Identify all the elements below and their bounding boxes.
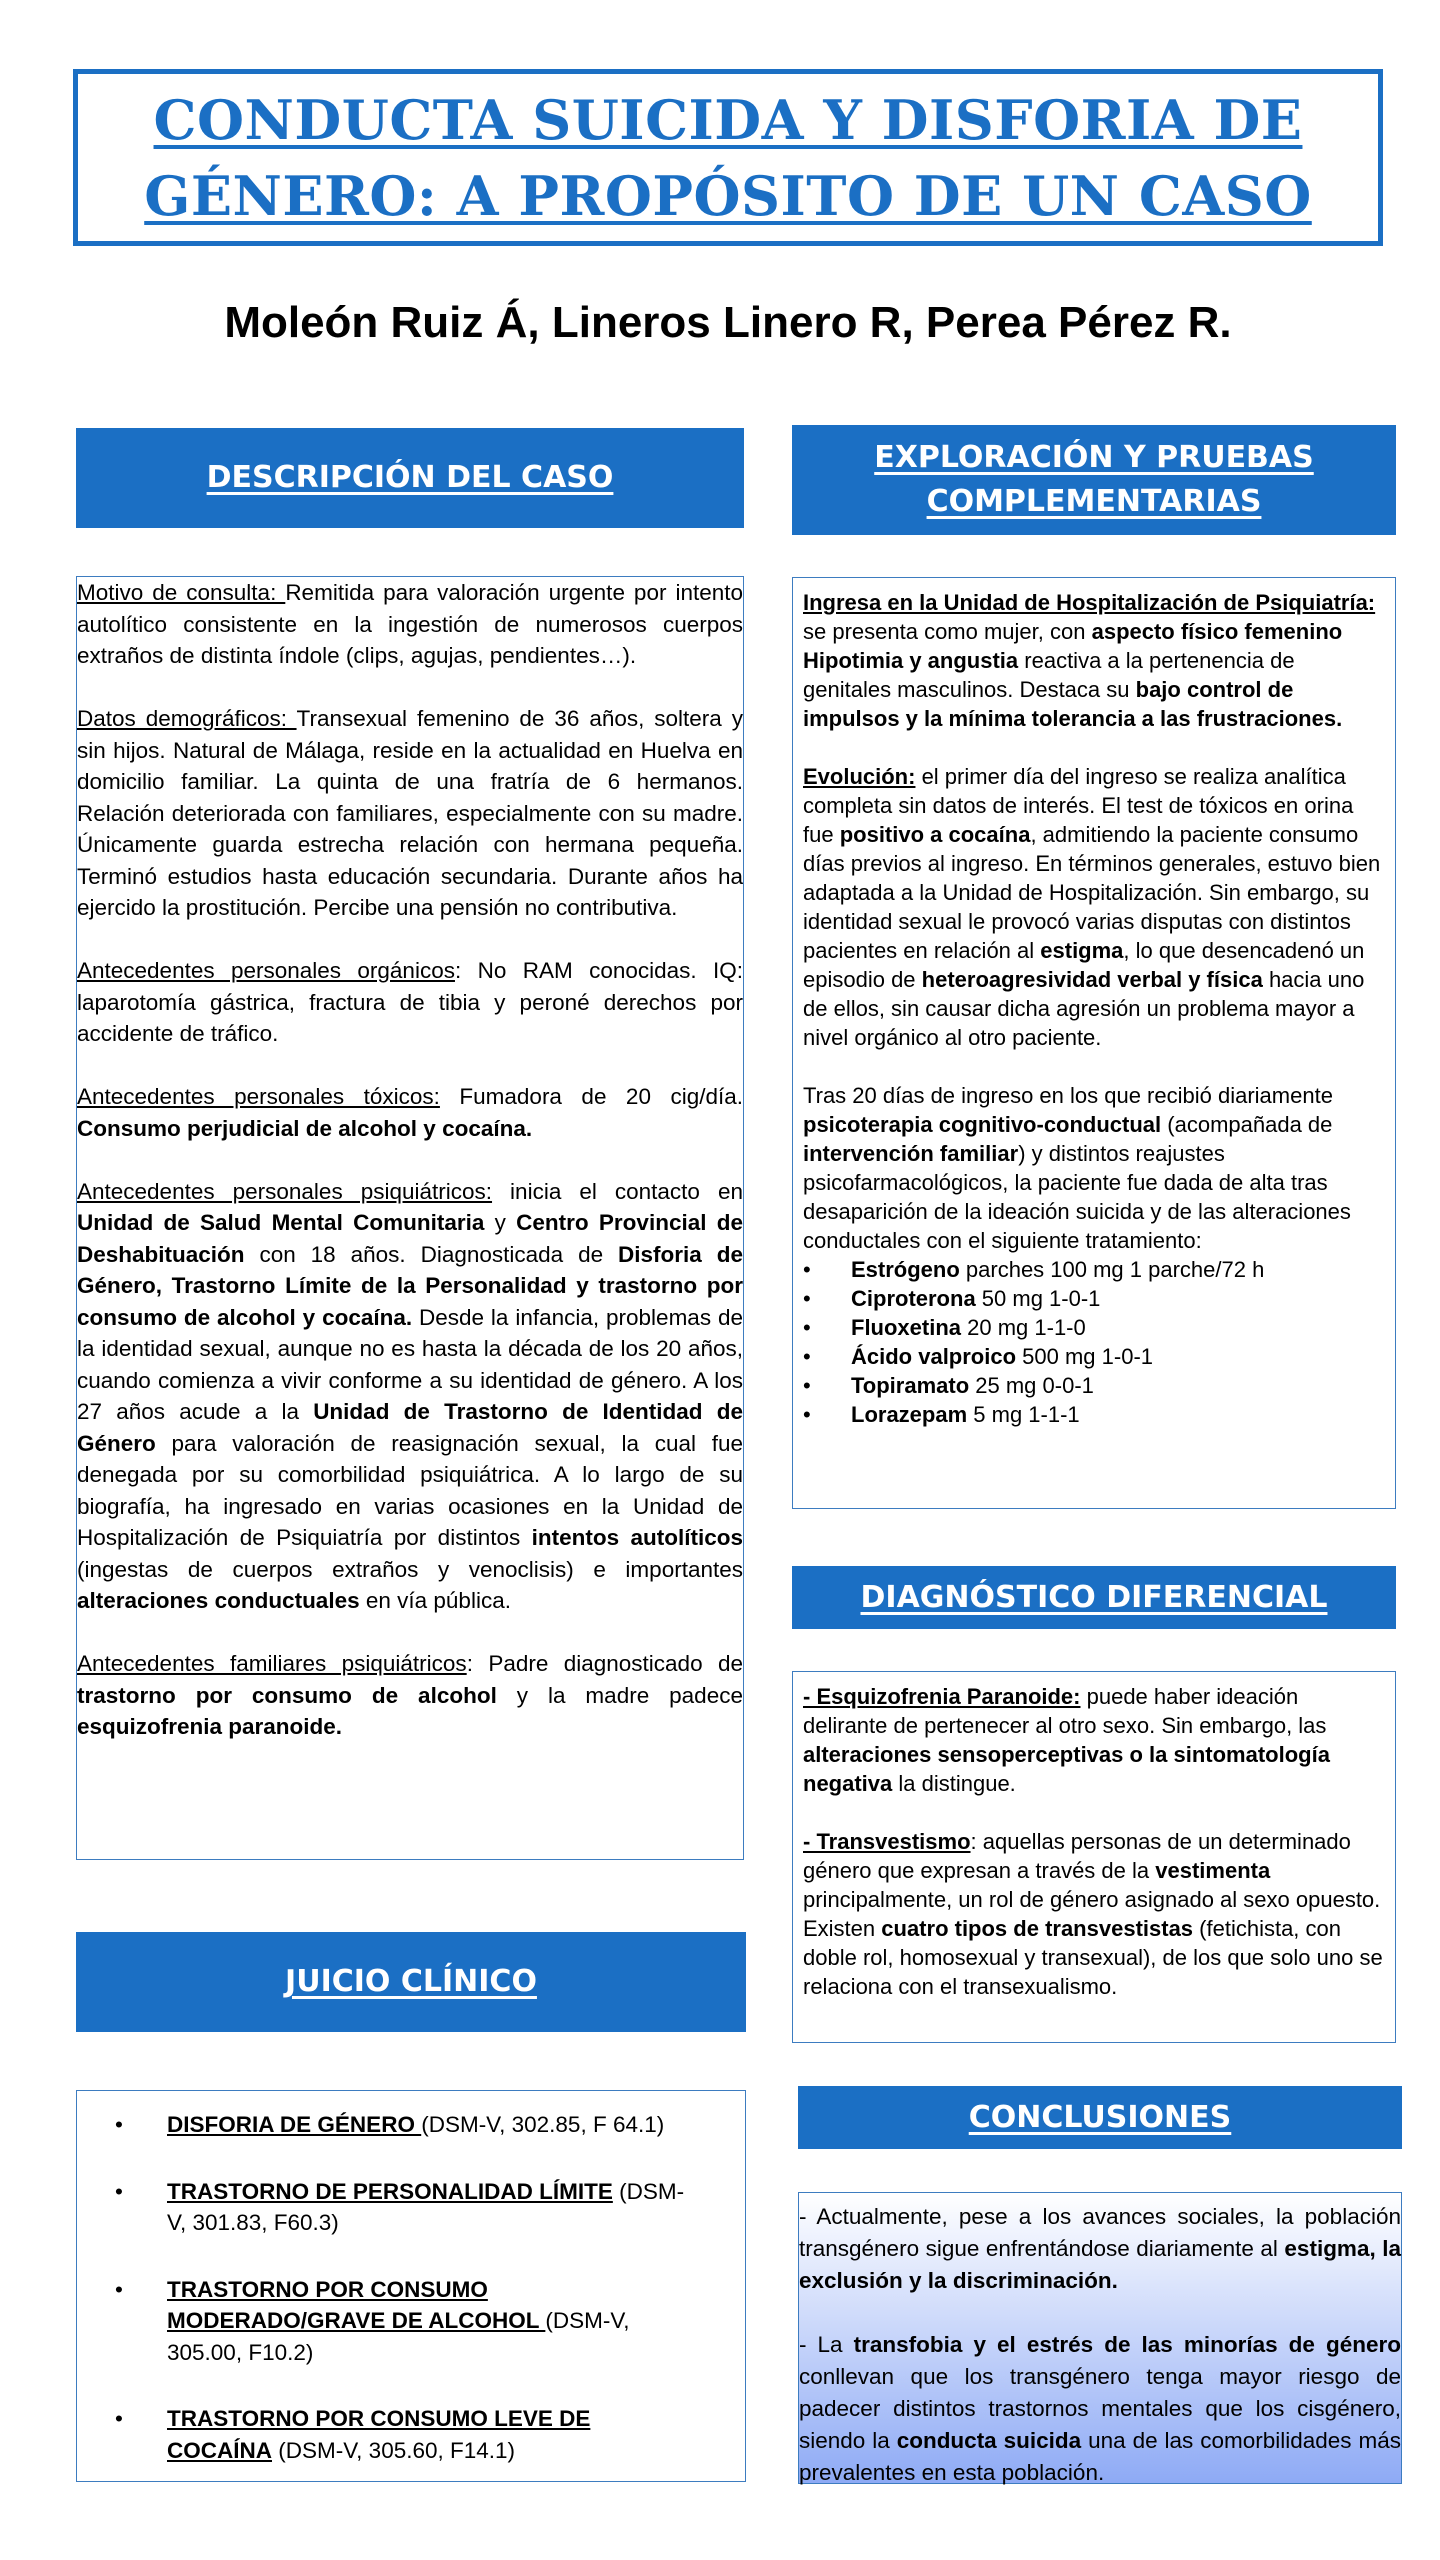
text-concl-1: - Actualmente, pese a los avances sociales, la población transgénero sigue enfrentándose diariamente al bbox=[799, 2204, 1401, 2261]
bold-trans-1: vestimenta bbox=[1155, 1858, 1271, 1883]
para-conclusion-1 bbox=[799, 2201, 1401, 2297]
medication-dose: 20 mg 1-1-0 bbox=[961, 1315, 1086, 1340]
medication-item bbox=[803, 1342, 1385, 1371]
bold-tras-1: psicoterapia cognitivo-conductual bbox=[803, 1112, 1162, 1137]
text-evol-4: hacia uno de ellos, sin causar dicha agresión un problema mayor a nivel orgánico al otro paciente. bbox=[803, 967, 1365, 1050]
para-toxicos bbox=[77, 1081, 743, 1144]
text-psiq-7: en vía pública. bbox=[359, 1588, 511, 1613]
diagnosis-code: (DSM-V, 301.83, F60.3) bbox=[167, 2178, 685, 2235]
medication-item bbox=[803, 1400, 1385, 1429]
para-demograficos bbox=[77, 703, 743, 924]
medication-dose: parches 100 mg 1 parche/72 h bbox=[959, 1257, 1265, 1282]
diagnosis-text bbox=[167, 2109, 687, 2141]
poster-title-line-1: CONDUCTA SUICIDA Y DISFORIA DE bbox=[153, 87, 1303, 152]
bullet: • bbox=[803, 1257, 811, 1282]
bold-tras-2: intervención familiar bbox=[803, 1141, 1019, 1166]
bold-toxicos: Consumo perjudicial de alcohol y cocaína. bbox=[77, 1115, 533, 1141]
panel-descripcion bbox=[76, 576, 744, 1860]
para-familiares bbox=[77, 1648, 743, 1743]
bold-ingreso-1: aspecto físico femenino Hipotimia y angustia bbox=[803, 619, 1343, 673]
text-toxicos: Fumadora de 20 cig/día. bbox=[439, 1084, 743, 1109]
bullet: • bbox=[115, 2178, 123, 2204]
bold-psiq-2: Centro Provincial de Deshabituación bbox=[77, 1210, 743, 1267]
bold-psiq-5: intentos autolíticos bbox=[531, 1525, 743, 1550]
text-ingreso-2: reactiva a la pertenencia de genitales masculinos. Destaca su bbox=[803, 648, 1295, 702]
text-trans-3: (fetichista, con doble rol, homosexual y transexual), de los que solo uno se relaciona con el transexualismo. bbox=[803, 1916, 1383, 1999]
diagnosis-item bbox=[77, 2176, 745, 2239]
diagnosis-name: TRASTORNO DE PERSONALIDAD LÍMITE bbox=[167, 2178, 613, 2204]
medication-text bbox=[851, 1400, 1080, 1429]
panel-conclusiones bbox=[798, 2192, 1402, 2484]
diagnosis-name: TRASTORNO POR CONSUMO MODERADO/GRAVE DE ALCOHOL bbox=[167, 2276, 546, 2333]
text-evol-1: el primer día del ingreso se realiza analítica completa sin datos de interés. El test de tóxicos en orina fue bbox=[803, 764, 1354, 847]
panel-juicio bbox=[76, 2090, 746, 2482]
para-motivo bbox=[77, 577, 743, 672]
text-fam-1: : Padre diagnosticado de bbox=[466, 1651, 743, 1676]
diagnosis-name: DISFORIA DE GÉNERO bbox=[167, 2112, 422, 2137]
diagnosis-item bbox=[77, 2274, 745, 2369]
diagnosis-item bbox=[77, 2403, 745, 2466]
panel-diferencial bbox=[792, 1671, 1396, 2043]
medication-text bbox=[851, 1371, 1094, 1400]
bold-trans-2: cuatro tipos de transvestistas bbox=[881, 1916, 1194, 1941]
label-ingreso: Ingresa en la Unidad de Hospitalización de Psiquiatría: bbox=[803, 590, 1376, 615]
section-title-juicio: JUICIO CLÍNICO bbox=[285, 1964, 537, 1999]
text-tras-1: Tras 20 días de ingreso en los que recibió diariamente bbox=[803, 1083, 1333, 1108]
text-evol-3: , lo que desencadenó un episodio de bbox=[803, 938, 1365, 992]
para-conclusion-2 bbox=[799, 2329, 1401, 2489]
para-esquizofrenia bbox=[803, 1682, 1385, 1798]
para-ingreso bbox=[803, 588, 1385, 733]
panel-exploracion bbox=[792, 577, 1396, 1509]
diagnosis-name: TRASTORNO POR CONSUMO LEVE DE COCAÍNA bbox=[167, 2406, 591, 2463]
label-transvestismo: - Transvestismo bbox=[803, 1829, 971, 1854]
medication-item bbox=[803, 1284, 1385, 1313]
text-concl-3: conllevan que los transgénero tenga mayor riesgo de padecer distintos trastornos mentales que los cisgénero, siendo la bbox=[799, 2364, 1401, 2453]
bullet: • bbox=[115, 2276, 123, 2302]
bold-psiq-4: Unidad de Trastorno de Identidad de Género bbox=[77, 1399, 743, 1456]
text-organicos: : No RAM conocidas. IQ: laparotomía gástrica, fractura de tibia y peroné derechos por accidente de tráfico. bbox=[77, 958, 743, 1046]
section-header-diferencial bbox=[792, 1566, 1396, 1629]
label-evolucion: Evolución: bbox=[803, 764, 916, 789]
medication-text bbox=[851, 1342, 1153, 1371]
para-tratamiento bbox=[803, 1081, 1385, 1255]
diagnosis-text bbox=[167, 2176, 687, 2239]
bullet: • bbox=[803, 1373, 811, 1398]
text-demograficos: Transexual femenino de 36 años, soltera y sin hijos. Natural de Málaga, reside en la actualidad en Huelva en domicilio familiar. La quinta de una fratría de 6 hermanos. Relación deteriorada con familiares, especialmente con su madre. Únicamente guarda estrecha relación con hermana pequeña. Terminó estudios hasta educación secundaria. Durante años ha ejercido la prostitución. Percibe una pensión no contributiva. bbox=[77, 706, 743, 920]
label-familiares: Antecedentes familiares psiquiátricos bbox=[77, 1651, 467, 1676]
bold-evol-2: estigma bbox=[1040, 938, 1124, 963]
medication-drug: Topiramato bbox=[851, 1373, 970, 1398]
diagnosis-item bbox=[77, 2109, 745, 2141]
bold-psiq-6: alteraciones conductuales bbox=[77, 1588, 360, 1613]
medication-drug: Ciproterona bbox=[851, 1286, 976, 1311]
text-esq-2: la distingue. bbox=[892, 1771, 1016, 1796]
bold-fam-2: esquizofrenia paranoide. bbox=[77, 1714, 343, 1739]
bold-psiq-3: Disforia de Género, Trastorno Límite de la Personalidad y trastorno por consumo de alcohol y cocaína. bbox=[77, 1241, 743, 1330]
text-ingreso-1: se presenta como mujer, con bbox=[803, 619, 1092, 644]
text-psiq-1: inicia el contacto en bbox=[492, 1178, 743, 1204]
section-header-descripcion bbox=[76, 428, 744, 528]
label-organicos: Antecedentes personales orgánicos bbox=[77, 958, 455, 983]
section-title-descripcion: DESCRIPCIÓN DEL CASO bbox=[206, 460, 614, 495]
text-tras-2: (acompañada de bbox=[1161, 1112, 1333, 1137]
medication-drug: Lorazepam bbox=[851, 1402, 968, 1427]
title-box bbox=[73, 69, 1383, 246]
medication-drug: Fluoxetina bbox=[851, 1315, 962, 1340]
medication-dose: 5 mg 1-1-1 bbox=[967, 1402, 1080, 1427]
medication-text bbox=[851, 1284, 1100, 1313]
label-motivo: Motivo de consulta: bbox=[77, 580, 286, 605]
section-header-conclusiones bbox=[798, 2086, 1402, 2149]
bullet: • bbox=[803, 1344, 811, 1369]
text-psiq-2: y bbox=[484, 1210, 517, 1235]
diagnosis-text bbox=[167, 2403, 687, 2466]
medication-drug: Ácido valproico bbox=[851, 1344, 1017, 1369]
medication-dose: 25 mg 0-0-1 bbox=[969, 1373, 1094, 1398]
bold-evol-1: positivo a cocaína bbox=[839, 822, 1031, 847]
text-motivo: Remitida para valoración urgente por intento autolítico consistente en la ingestión de numerosos cuerpos extraños de distinta índole (clips, agujas, pendientes…). bbox=[77, 580, 743, 668]
bullet: • bbox=[115, 2112, 123, 2137]
medication-item bbox=[803, 1371, 1385, 1400]
para-organicos bbox=[77, 955, 743, 1050]
section-header-exploracion bbox=[792, 425, 1396, 535]
text-evol-2: , admitiendo la paciente consumo días previos al ingreso. En términos generales, estuvo bien adaptada a la Unidad de Hospitalización. Sin embargo, su identidad sexual le provocó varias disputas con distintos pacientes en relación al bbox=[803, 822, 1381, 963]
text-concl-2: - La bbox=[799, 2332, 854, 2357]
text-concl-4: una de las comorbilidades más prevalentes en esta población. bbox=[799, 2428, 1401, 2485]
medication-dose: 50 mg 1-0-1 bbox=[975, 1286, 1101, 1311]
diagnosis-code: (DSM-V, 305.00, F10.2) bbox=[167, 2308, 630, 2365]
authors: Moleón Ruiz Á, Lineros Linero R, Perea Pérez R. bbox=[224, 298, 1232, 347]
medication-drug: Estrógeno bbox=[851, 1257, 960, 1282]
medication-dose: 500 mg 1-0-1 bbox=[1016, 1344, 1154, 1369]
bold-concl-2: transfobia y el estrés de las minorías de género bbox=[853, 2332, 1401, 2357]
bold-concl-3: conducta suicida bbox=[896, 2428, 1082, 2453]
bold-concl-1: estigma, la exclusión y la discriminación. bbox=[799, 2236, 1401, 2293]
label-toxicos: Antecedentes personales tóxicos: bbox=[77, 1084, 440, 1109]
bullet: • bbox=[803, 1286, 811, 1311]
medication-text bbox=[851, 1255, 1264, 1284]
bold-esq-1: alteraciones sensoperceptivas o la sintomatología negativa bbox=[803, 1742, 1330, 1796]
para-evolucion bbox=[803, 762, 1385, 1052]
text-fam-2: y la madre padece bbox=[496, 1682, 743, 1708]
section-header-juicio bbox=[76, 1932, 746, 2032]
section-title-exploracion-line-2: COMPLEMENTARIAS bbox=[926, 484, 1262, 519]
bold-ingreso-2: bajo control de impulsos y la mínima tolerancia a las frustraciones. bbox=[803, 677, 1343, 731]
text-esq-1: puede haber ideación delirante de pertenecer al otro sexo. Sin embargo, las bbox=[803, 1684, 1327, 1738]
text-psiq-5: para valoración de reasignación sexual, la cual fue denegada por su comorbilidad psiquiátrica. A lo largo de su biografía, ha ingresado en varias ocasiones en la Unidad de Hospitalización de Psiquiatría por distintos bbox=[77, 1430, 743, 1550]
diagnosis-code: (DSM-V, 302.85, F 64.1) bbox=[421, 2112, 665, 2137]
text-psiq-4: Desde la infancia, problemas de la identidad sexual, aunque no es hasta la década de los 20 años, cuando comienza a vivir conforme a su identidad de género. A los 27 años acude a la bbox=[77, 1304, 743, 1424]
diagnosis-text bbox=[167, 2274, 687, 2369]
bullet: • bbox=[803, 1315, 811, 1340]
para-transvestismo bbox=[803, 1827, 1385, 2001]
label-psiquiatricos: Antecedentes personales psiquiátricos: bbox=[77, 1178, 493, 1204]
text-trans-1: : aquellas personas de un determinado género que expresan a través de la bbox=[803, 1829, 1351, 1883]
text-psiq-3: con 18 años. Diagnosticada de bbox=[244, 1241, 619, 1267]
poster-title-line-2: GÉNERO: A PROPÓSITO DE UN CASO bbox=[144, 163, 1312, 228]
bullet: • bbox=[803, 1402, 811, 1427]
bullet: • bbox=[115, 2406, 123, 2431]
bold-evol-3: heteroagresividad verbal y física bbox=[921, 967, 1263, 992]
bold-psiq-1: Unidad de Salud Mental Comunitaria bbox=[77, 1210, 485, 1235]
section-title-exploracion-line-1: EXPLORACIÓN Y PRUEBAS bbox=[874, 440, 1314, 475]
section-title-conclusiones: CONCLUSIONES bbox=[968, 2099, 1232, 2135]
label-esquizofrenia: - Esquizofrenia Paranoide: bbox=[803, 1684, 1081, 1709]
label-demograficos: Datos demográficos: bbox=[77, 706, 297, 731]
para-psiquiatricos bbox=[77, 1176, 743, 1617]
text-tras-3: ) y distintos reajustes psicofarmacológicos, la paciente fue dada de alta tras desaparición de la ideación suicida y de las alteraciones conductales con el siguiente tratamiento: bbox=[803, 1141, 1351, 1253]
medication-item bbox=[803, 1255, 1385, 1284]
medication-text bbox=[851, 1313, 1086, 1342]
section-title-diferencial: DIAGNÓSTICO DIFERENCIAL bbox=[860, 1579, 1328, 1615]
diagnosis-code: (DSM-V, 305.60, F14.1) bbox=[272, 2437, 516, 2463]
medication-item bbox=[803, 1313, 1385, 1342]
bold-fam-1: trastorno por consumo de alcohol bbox=[77, 1682, 497, 1708]
text-psiq-6: (ingestas de cuerpos extraños y venoclisis) e importantes bbox=[77, 1556, 743, 1582]
text-trans-2: principalmente, un rol de género asignado al sexo opuesto. Existen bbox=[803, 1887, 1381, 1941]
